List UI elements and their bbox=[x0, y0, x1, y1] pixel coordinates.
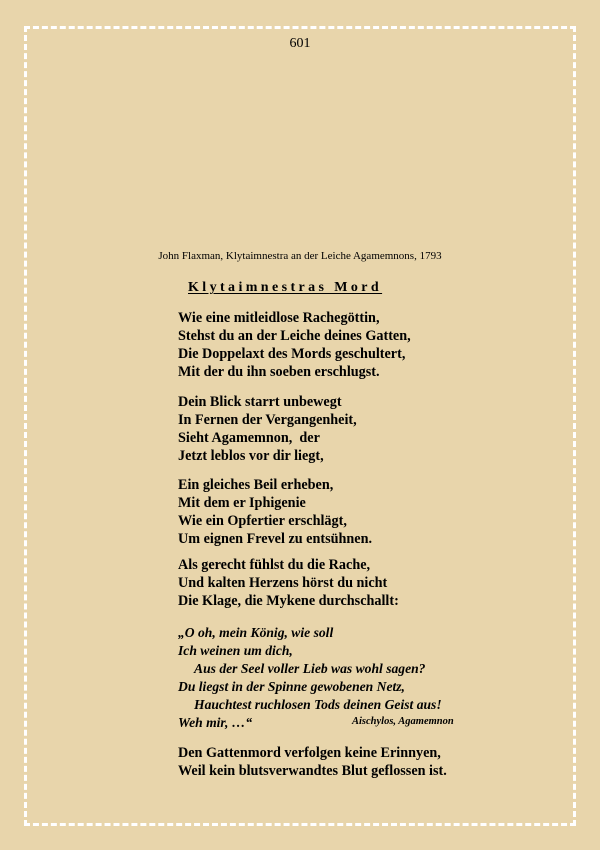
quote-line: Hauchtest ruchlosen Tods deinen Geist aus! bbox=[194, 697, 442, 712]
poem-line: Mit der du ihn soeben erschlugst. bbox=[178, 364, 380, 380]
stanza-2 bbox=[178, 393, 357, 465]
poem-line: Und kalten Herzens hörst du nicht bbox=[178, 575, 388, 591]
poem-line: Weil kein blutsverwandtes Blut geflossen ist. bbox=[178, 763, 447, 779]
poem-line: Um eignen Frevel zu entsühnen. bbox=[178, 531, 373, 547]
poem-line: Die Klage, die Mykene durchschallt: bbox=[178, 593, 399, 609]
stanza-1 bbox=[178, 309, 411, 381]
poem-line: Wie eine mitleidlose Rachegöttin, bbox=[178, 310, 380, 326]
quote-line: Ich weinen um dich, bbox=[178, 643, 293, 658]
quote-attribution: Aischylos, Agamemnon bbox=[352, 716, 454, 727]
stanza-3 bbox=[178, 476, 372, 548]
poem-line: Dein Blick starrt unbewegt bbox=[178, 394, 342, 410]
poem-line: Ein gleiches Beil erheben, bbox=[178, 477, 334, 493]
poem-line: Die Doppelaxt des Mords geschultert, bbox=[178, 346, 406, 362]
poem-line: Jetzt leblos vor dir liegt, bbox=[178, 448, 324, 464]
poem-line: In Fernen der Vergangenheit, bbox=[178, 412, 357, 428]
quote-line: Weh mir, …“ bbox=[178, 715, 253, 730]
quote-line: „O oh, mein König, wie soll bbox=[178, 625, 334, 640]
quote-line: Aus der Seel voller Lieb was wohl sagen? bbox=[194, 661, 426, 676]
final-stanza bbox=[178, 744, 447, 780]
poem-title: Klytaimnestras Mord bbox=[188, 280, 383, 295]
poem-line: Als gerecht fühlst du die Rache, bbox=[178, 557, 371, 573]
page-number: 601 bbox=[289, 36, 311, 51]
poem-line: Mit dem er Iphigenie bbox=[178, 495, 306, 511]
image-caption: John Flaxman, Klytaimnestra an der Leiche Agamemnons, 1793 bbox=[158, 250, 442, 262]
poem-line: Sieht Agamemnon, der bbox=[178, 430, 320, 446]
poem-line: Stehst du an der Leiche deines Gatten, bbox=[178, 328, 411, 344]
quote-line: Du liegst in der Spinne gewobenen Netz, bbox=[178, 679, 405, 694]
poem-line: Den Gattenmord verfolgen keine Erinnyen, bbox=[178, 745, 441, 761]
poem-line: Wie ein Opfertier erschlägt, bbox=[178, 513, 347, 529]
stanza-4 bbox=[178, 556, 399, 610]
